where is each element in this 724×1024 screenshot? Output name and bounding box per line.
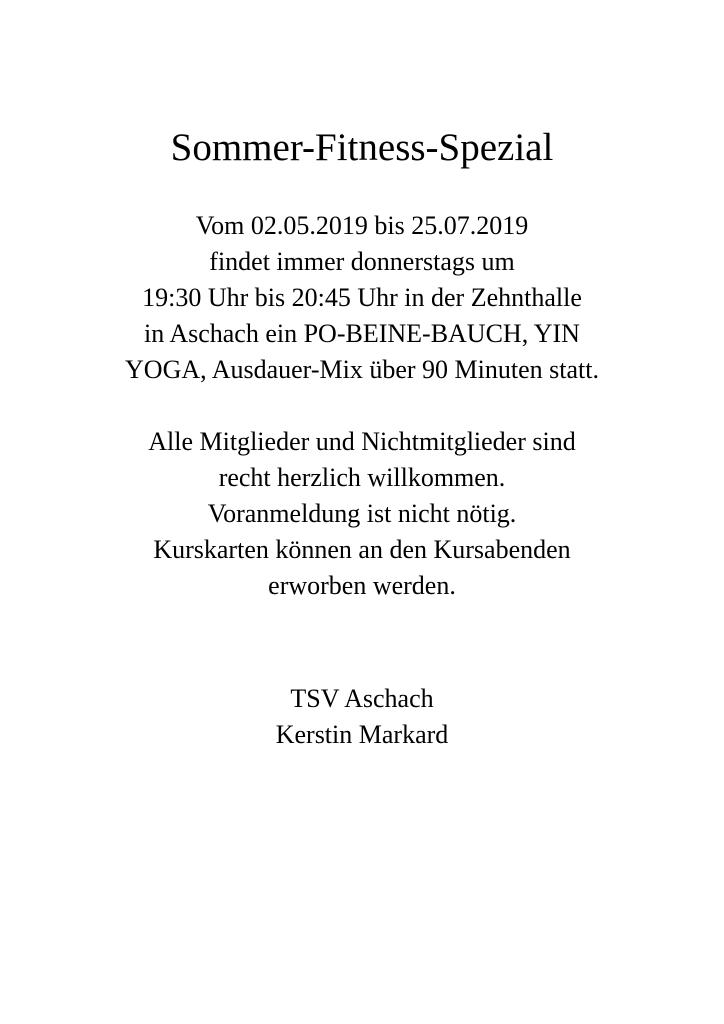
text-line: Alle Mitglieder und Nichtmitglieder sind: [148, 427, 576, 456]
text-line: 19:30 Uhr bis 20:45 Uhr in der Zehnthalle: [142, 283, 582, 312]
text-line: recht herzlich willkommen.: [218, 463, 506, 492]
course-info-paragraph: [0, 208, 724, 388]
organization-name: TSV Aschach: [290, 684, 434, 713]
text-line: Voranmeldung ist nicht nötig.: [207, 499, 517, 528]
text-line: in Aschach ein PO-BEINE-BAUCH, YIN: [144, 319, 580, 348]
page-title: Sommer-Fitness-Spezial: [170, 126, 554, 169]
text-line: Vom 02.05.2019 bis 25.07.2019: [195, 211, 529, 240]
text-line: findet immer donnerstags um: [209, 247, 515, 276]
text-line: Kurskarten können an den Kursabenden: [153, 535, 571, 564]
contact-person: Kerstin Markard: [275, 720, 449, 749]
welcome-paragraph: [0, 424, 724, 604]
text-line: erworben werden.: [268, 571, 456, 600]
text-line: YOGA, Ausdauer-Mix über 90 Minuten statt.: [125, 355, 599, 384]
signature-block: [0, 681, 724, 753]
